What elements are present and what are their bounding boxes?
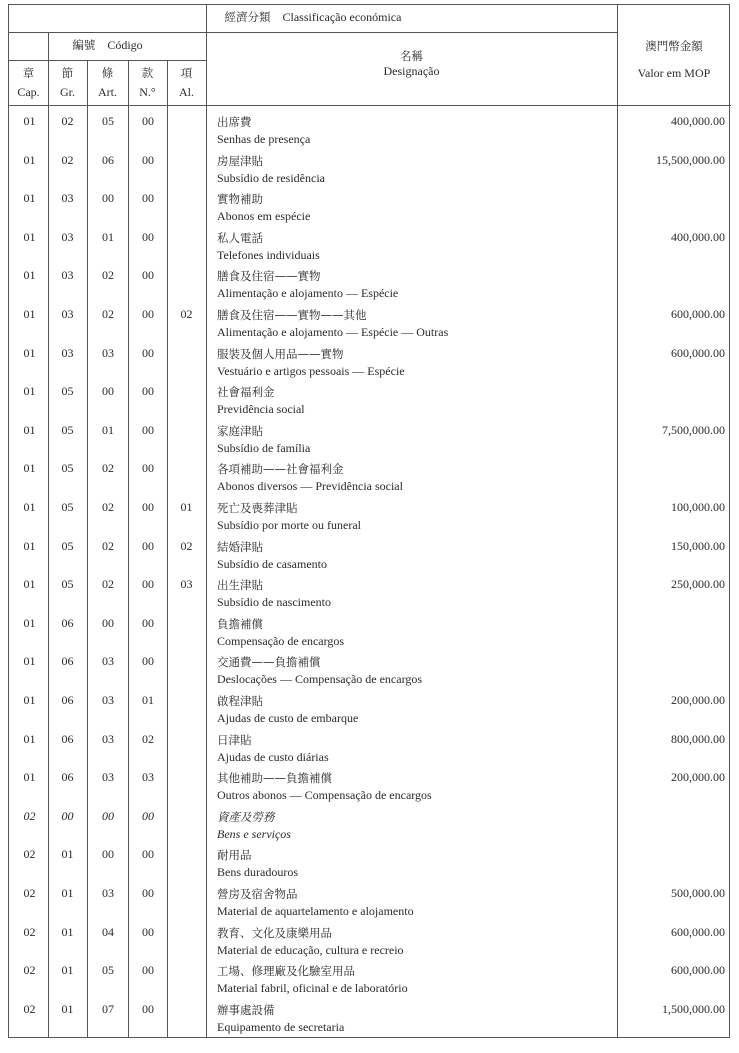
code-gr: 00 xyxy=(61,808,74,823)
code-cap: 01 xyxy=(23,384,36,399)
amount-value: 200,000.00 xyxy=(671,770,725,785)
code-cap: 01 xyxy=(23,191,36,206)
designation-zh: 資產及勞務 xyxy=(217,809,275,824)
classification-pt: Classificação económica xyxy=(282,10,402,24)
table-row xyxy=(9,652,731,691)
amount-value: 100,000.00 xyxy=(671,500,725,514)
amount-value: 500,000.00 xyxy=(671,886,725,900)
table-row xyxy=(9,305,731,344)
designation-pt: Subsídio por morte ou funeral xyxy=(217,518,361,532)
table-row xyxy=(9,961,731,1000)
code-art: 02 xyxy=(102,577,114,592)
code-art: 00 xyxy=(102,191,114,206)
amount-value: 400,000.00 xyxy=(671,114,725,128)
code-zh: 編號 xyxy=(72,38,96,52)
code-no: 00 xyxy=(142,422,154,437)
amount-value: 250,000.00 xyxy=(671,577,725,592)
code-cap: 01 xyxy=(23,461,36,476)
designation-zh: 膳食及住宿——實物——其他 xyxy=(217,308,367,322)
designation-pt: Subsídio de família xyxy=(217,440,311,455)
code-no: 01 xyxy=(142,693,154,707)
code-cap: 01 xyxy=(23,731,36,746)
code-gr: 03 xyxy=(61,268,74,283)
designation-pt: Deslocações — Compensação de encargos xyxy=(217,672,423,687)
code-art: 06 xyxy=(102,152,114,167)
designation-pt: Equipamento de secretaria xyxy=(217,1019,345,1034)
designation-zh: 實物補助 xyxy=(217,192,263,207)
designation-zh: 家庭津貼 xyxy=(217,423,263,438)
code-gr: 05 xyxy=(61,461,74,476)
value-header xyxy=(617,39,731,81)
col-art-pt: Art. xyxy=(98,85,117,99)
code-cap: 02 xyxy=(23,847,36,862)
value-pt: Valor em MOP xyxy=(637,66,711,80)
amount-value: 150,000.00 xyxy=(671,538,725,553)
designation-pt: Subsídio de nascimento xyxy=(217,595,331,610)
code-cap: 01 xyxy=(23,229,36,244)
code-al: 01 xyxy=(180,500,193,514)
table-row xyxy=(9,614,731,653)
code-cap: 01 xyxy=(23,770,36,785)
table-row xyxy=(9,730,731,769)
code-gr: 05 xyxy=(61,538,74,553)
code-cap: 01 xyxy=(23,114,36,128)
code-no: 02 xyxy=(142,731,154,746)
code-gr: 06 xyxy=(61,731,74,746)
amount-value: 400,000.00 xyxy=(671,229,725,244)
col-no-zh: 款 xyxy=(141,66,154,80)
code-no: 00 xyxy=(142,577,154,592)
col-cap-zh: 章 xyxy=(22,66,35,80)
code-cap: 01 xyxy=(23,307,36,321)
code-gr: 03 xyxy=(61,345,74,360)
code-no: 00 xyxy=(142,268,154,283)
designation-zh: 私人電話 xyxy=(217,230,263,245)
table-row xyxy=(9,189,731,228)
code-no: 00 xyxy=(142,384,154,399)
code-cap: 02 xyxy=(23,963,36,978)
amount-value: 600,000.00 xyxy=(671,963,725,978)
designation-pt: Bens duradouros xyxy=(217,865,298,880)
divider xyxy=(9,60,206,61)
designation-zh: 服裝及個人用品——實物 xyxy=(217,346,344,361)
designation-zh: 營房及宿舍物品 xyxy=(217,887,298,901)
code-art: 02 xyxy=(102,500,114,514)
designation-pt: Senhas de presença xyxy=(217,132,311,146)
table-row xyxy=(9,344,731,383)
designation-pt: Material de educação, cultura e recreio xyxy=(217,942,404,957)
code-no: 00 xyxy=(142,229,154,244)
table-row xyxy=(9,459,731,498)
code-art: 02 xyxy=(102,461,114,476)
code-gr: 01 xyxy=(61,886,74,900)
code-no: 00 xyxy=(142,963,154,978)
designation-pt: Material de aquartelamento e alojamento xyxy=(217,904,414,918)
designation-zh: 辦事處設備 xyxy=(217,1002,275,1017)
code-gr: 01 xyxy=(61,963,74,978)
designation-zh: 出席費 xyxy=(217,115,252,129)
code-header xyxy=(9,38,206,53)
table-row xyxy=(9,884,731,923)
designation-zh: 耐用品 xyxy=(217,848,252,863)
designation-pt: Alimentação e alojamento — Espécie — Outras xyxy=(217,325,449,339)
designation-pt: Telefones individuais xyxy=(217,247,320,262)
code-no: 00 xyxy=(142,114,154,128)
table-row xyxy=(9,266,731,305)
code-gr: 06 xyxy=(61,770,74,785)
code-cap: 01 xyxy=(23,538,36,553)
table-row xyxy=(9,228,731,267)
table-row xyxy=(9,151,731,190)
amount-value: 600,000.00 xyxy=(671,345,725,360)
designation-pt: Previdência social xyxy=(217,402,305,417)
code-cap: 02 xyxy=(23,924,36,939)
amount-value: 800,000.00 xyxy=(671,731,725,746)
designation-zh: 教育、文化及康樂用品 xyxy=(217,925,332,940)
table-row xyxy=(9,498,731,537)
code-no: 00 xyxy=(142,538,154,553)
designation-zh: 其他補助——負擔補償 xyxy=(217,771,332,786)
code-no: 00 xyxy=(142,654,154,669)
code-no: 00 xyxy=(142,461,154,476)
amount-value: 1,500,000.00 xyxy=(662,1001,725,1016)
amount-value: 600,000.00 xyxy=(671,307,725,321)
designation-zh: 結婚津貼 xyxy=(217,539,263,554)
code-art: 07 xyxy=(102,1001,114,1016)
code-no: 00 xyxy=(142,345,154,360)
code-cap: 02 xyxy=(23,886,36,900)
col-gr-pt: Gr. xyxy=(60,85,75,99)
col-gr-zh: 節 xyxy=(61,66,74,80)
code-al: 02 xyxy=(180,307,193,321)
code-no: 00 xyxy=(142,191,154,206)
designation-zh: 啟程津貼 xyxy=(217,694,263,708)
code-cap: 01 xyxy=(23,577,36,592)
col-cap-pt: Cap. xyxy=(17,85,40,99)
designation-zh: 日津貼 xyxy=(217,732,252,747)
divider xyxy=(9,105,731,106)
code-gr: 05 xyxy=(61,577,74,592)
code-art: 05 xyxy=(102,114,114,128)
code-art: 02 xyxy=(102,307,114,321)
code-cap: 01 xyxy=(23,422,36,437)
divider xyxy=(9,32,617,33)
designation-zh: 各項補助——社會福利金 xyxy=(217,462,344,477)
amount-value: 7,500,000.00 xyxy=(662,422,725,437)
designation-zh: 死亡及喪葬津貼 xyxy=(217,501,298,515)
code-no: 00 xyxy=(142,152,154,167)
code-art: 03 xyxy=(102,654,114,669)
code-art: 03 xyxy=(102,693,114,707)
designation-header xyxy=(206,49,617,79)
code-art: 00 xyxy=(102,615,114,630)
amount-value: 200,000.00 xyxy=(671,693,725,707)
code-no: 03 xyxy=(142,770,154,785)
code-gr: 05 xyxy=(61,384,74,399)
designation-zh: 社會福利金 xyxy=(217,385,275,400)
designation-zh: 出生津貼 xyxy=(217,578,263,593)
designation-pt: Material fabril, oficinal e de laboratório xyxy=(217,981,408,996)
code-gr: 03 xyxy=(61,307,74,321)
code-art: 00 xyxy=(102,808,114,823)
col-header-gr xyxy=(48,66,87,100)
col-no-pt: N.° xyxy=(139,85,156,99)
code-al: 02 xyxy=(180,538,193,553)
designation-pt: Designação xyxy=(383,64,440,78)
designation-pt: Subsídio de residência xyxy=(217,170,325,185)
table-row xyxy=(9,112,731,151)
table-row xyxy=(9,691,731,730)
amount-value: 600,000.00 xyxy=(671,924,725,939)
classification-zh: 經濟分類 xyxy=(224,10,271,24)
table-row xyxy=(9,923,731,962)
table-row xyxy=(9,807,731,846)
code-gr: 06 xyxy=(61,615,74,630)
code-no: 00 xyxy=(142,500,154,514)
code-gr: 02 xyxy=(61,114,74,128)
table-row xyxy=(9,537,731,576)
code-gr: 01 xyxy=(61,1001,74,1016)
designation-pt: Vestuário e artigos pessoais — Espécie xyxy=(217,363,405,378)
code-no: 00 xyxy=(142,847,154,862)
code-gr: 01 xyxy=(61,847,74,862)
code-cap: 01 xyxy=(23,268,36,283)
value-zh: 澳門幣金額 xyxy=(645,39,703,53)
code-art: 02 xyxy=(102,268,114,283)
designation-pt: Abonos diversos — Previdência social xyxy=(217,479,403,494)
designation-pt: Subsídio de casamento xyxy=(217,556,327,571)
code-cap: 01 xyxy=(23,345,36,360)
designation-pt: Alimentação e alojamento — Espécie xyxy=(217,286,399,301)
code-cap: 01 xyxy=(23,500,36,514)
designation-pt: Ajudas de custo diárias xyxy=(217,749,329,764)
amount-value: 15,500,000.00 xyxy=(656,152,725,167)
designation-zh: 負擔補償 xyxy=(217,616,263,631)
classification-header xyxy=(9,9,617,25)
col-al-zh: 項 xyxy=(180,66,193,80)
designation-zh: 房屋津貼 xyxy=(217,153,263,168)
table-row xyxy=(9,845,731,884)
code-cap: 01 xyxy=(23,152,36,167)
col-art-zh: 條 xyxy=(101,66,114,80)
table-row xyxy=(9,1000,731,1039)
designation-pt: Bens e serviços xyxy=(217,826,291,841)
code-art: 01 xyxy=(102,229,114,244)
designation-zh: 名稱 xyxy=(400,49,423,63)
code-al: 03 xyxy=(180,577,193,592)
table-row xyxy=(9,575,731,614)
designation-pt: Abonos em espécie xyxy=(217,209,311,224)
designation-pt: Compensação de encargos xyxy=(217,633,345,648)
code-no: 00 xyxy=(142,307,154,321)
code-art: 00 xyxy=(102,847,114,862)
col-header-al xyxy=(167,66,206,100)
code-no: 00 xyxy=(142,808,154,823)
col-header-no xyxy=(128,66,167,100)
col-al-pt: Al. xyxy=(179,85,194,99)
code-cap: 01 xyxy=(23,654,36,669)
code-cap: 01 xyxy=(23,615,36,630)
code-gr: 01 xyxy=(61,924,74,939)
code-gr: 05 xyxy=(61,422,74,437)
code-art: 03 xyxy=(102,731,114,746)
code-no: 00 xyxy=(142,1001,154,1016)
code-gr: 03 xyxy=(61,191,74,206)
code-pt: Código xyxy=(107,38,143,52)
code-gr: 03 xyxy=(61,229,74,244)
col-header-cap xyxy=(9,66,48,100)
col-header-art xyxy=(87,66,128,100)
code-no: 00 xyxy=(142,615,154,630)
designation-zh: 膳食及住宿——實物 xyxy=(217,269,321,284)
code-art: 03 xyxy=(102,770,114,785)
code-cap: 02 xyxy=(23,1001,36,1016)
code-art: 05 xyxy=(102,963,114,978)
code-art: 00 xyxy=(102,384,114,399)
designation-zh: 交通費——負擔補償 xyxy=(217,655,321,670)
code-gr: 02 xyxy=(61,152,74,167)
code-art: 03 xyxy=(102,886,114,900)
code-art: 03 xyxy=(102,345,114,360)
code-cap: 02 xyxy=(23,808,36,823)
code-no: 00 xyxy=(142,924,154,939)
code-art: 04 xyxy=(102,924,114,939)
table-row xyxy=(9,768,731,807)
code-no: 00 xyxy=(142,886,154,900)
designation-pt: Ajudas de custo de embarque xyxy=(217,711,359,725)
table-row xyxy=(9,382,731,421)
code-cap: 01 xyxy=(23,693,36,707)
designation-pt: Outros abonos — Compensação de encargos xyxy=(217,788,432,803)
code-gr: 06 xyxy=(61,693,74,707)
code-gr: 06 xyxy=(61,654,74,669)
table-row xyxy=(9,421,731,460)
code-art: 01 xyxy=(102,422,114,437)
designation-zh: 工場、修理廠及化驗室用品 xyxy=(217,964,355,979)
budget-table xyxy=(8,4,730,1038)
code-gr: 05 xyxy=(61,500,74,514)
code-art: 02 xyxy=(102,538,114,553)
